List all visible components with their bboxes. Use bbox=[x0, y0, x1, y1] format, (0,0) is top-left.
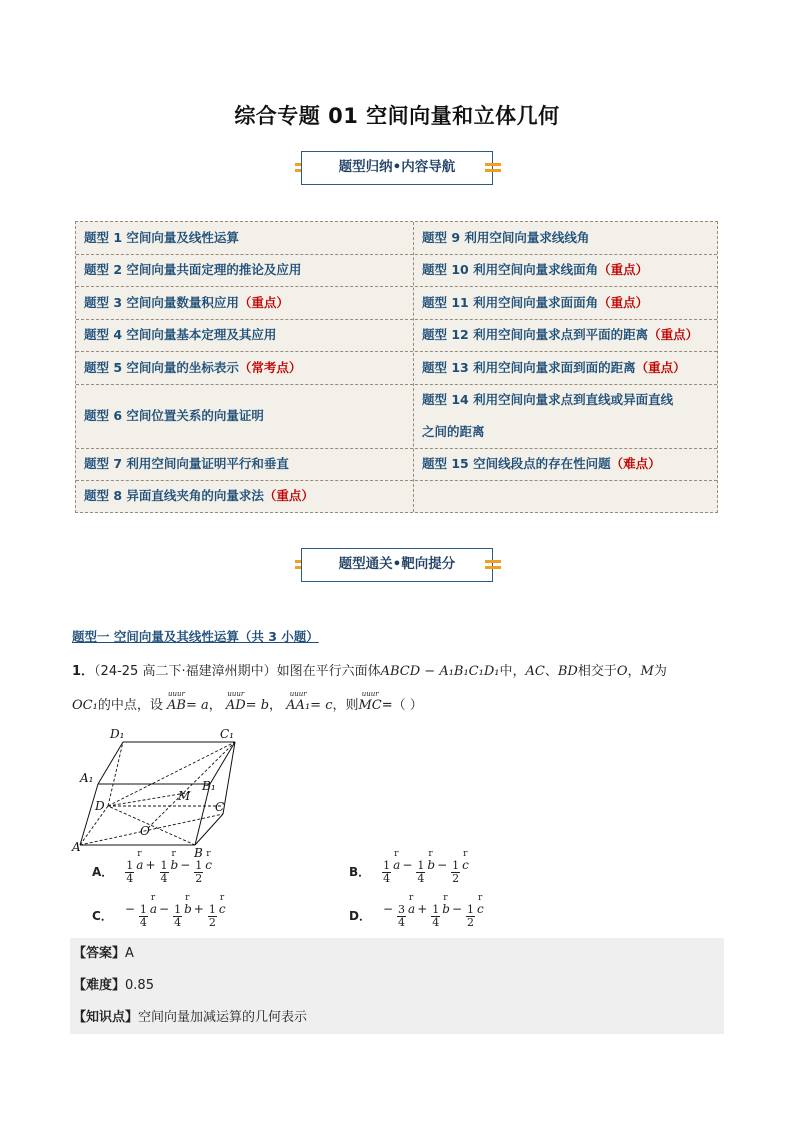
fraction bbox=[382, 860, 391, 885]
vector-arrow-icon: r bbox=[478, 893, 483, 903]
vector-arrow-icon: r bbox=[219, 893, 225, 903]
toc-item[interactable] bbox=[422, 319, 698, 351]
vector-value: = c bbox=[310, 698, 333, 713]
denominator: 4 bbox=[417, 872, 425, 885]
denominator: 4 bbox=[174, 916, 182, 929]
term-sign: − bbox=[402, 858, 413, 872]
option-d[interactable] bbox=[349, 893, 484, 929]
stem-text: 、 bbox=[544, 664, 558, 679]
fraction bbox=[173, 904, 182, 929]
question-source: （24-25 高二下·福建漳州期中） bbox=[94, 664, 277, 679]
vector-term: r c bbox=[218, 893, 226, 916]
toc-item[interactable] bbox=[84, 254, 301, 286]
toc-item[interactable] bbox=[422, 254, 648, 286]
denominator: 2 bbox=[452, 872, 460, 885]
fraction bbox=[397, 904, 406, 929]
numerator: 1 bbox=[467, 903, 474, 916]
vector-name: AA₁ bbox=[286, 698, 311, 713]
toc-item-label: 题型 5 空间向量的坐标表示 bbox=[84, 359, 239, 375]
toc-item[interactable] bbox=[422, 286, 648, 319]
numerator: 1 bbox=[208, 903, 216, 916]
stem-text: 的中点，设 bbox=[97, 698, 163, 713]
toc-item-label-cont: 之间的距离 bbox=[422, 424, 485, 439]
numerator: 1 bbox=[417, 859, 425, 872]
toc-item-tag: （重点） bbox=[238, 294, 289, 310]
vector-term: r c bbox=[477, 893, 484, 916]
option-a[interactable] bbox=[92, 849, 212, 885]
toc-item[interactable] bbox=[84, 351, 301, 384]
fraction bbox=[431, 904, 440, 929]
banner-deco-right-icon bbox=[485, 161, 501, 175]
vector-term: r a bbox=[149, 893, 158, 916]
toc-item-tag: （重点） bbox=[263, 488, 314, 503]
term-sign: − bbox=[180, 858, 191, 872]
section-heading: 题型一 空间向量及其线性运算（共 3 小题） bbox=[72, 629, 319, 644]
vector-name: AD bbox=[225, 698, 246, 713]
vector-term: r a bbox=[136, 849, 144, 872]
numerator: 3 bbox=[398, 903, 406, 916]
fraction bbox=[451, 860, 460, 885]
label-c: C bbox=[215, 800, 225, 814]
toc-item-tag: （重点） bbox=[598, 294, 649, 310]
vector-term: r c bbox=[205, 849, 212, 872]
point-m: M bbox=[640, 664, 654, 679]
toc-item-label: 题型 2 空间向量共面定理的推论及应用 bbox=[84, 262, 302, 277]
vector-mc bbox=[358, 690, 382, 713]
knowledge-value: 空间向量加减运算的几何表示 bbox=[138, 1010, 308, 1025]
fraction bbox=[160, 860, 169, 885]
answer-blank: =（ ） bbox=[381, 698, 423, 713]
toc-item-label: 题型 12 利用空间向量求点到平面的距离 bbox=[422, 327, 649, 342]
knowledge-label: 【知识点】 bbox=[73, 1010, 139, 1025]
toc-item-label: 题型 1 空间向量及线性运算 bbox=[84, 230, 239, 245]
fraction bbox=[208, 904, 217, 929]
numerator: 1 bbox=[195, 859, 203, 872]
fraction bbox=[416, 860, 425, 885]
segment-ac: AC bbox=[525, 664, 545, 679]
toc-item[interactable] bbox=[84, 319, 276, 351]
numerator: 1 bbox=[383, 859, 391, 872]
toc-item-label: 题型 6 空间位置关系的向量证明 bbox=[84, 408, 264, 423]
toc-banner-label: 题型归纳•内容导航 bbox=[301, 151, 493, 185]
vector-arrow-icon: uuur bbox=[168, 690, 185, 698]
label-d1: D₁ bbox=[110, 727, 125, 741]
topic-navigation-table bbox=[75, 221, 718, 513]
toc-item-label: 题型 15 空间线段点的存在性问题 bbox=[422, 456, 611, 471]
option-letter: B． bbox=[349, 865, 371, 879]
stem-text: 相交于 bbox=[577, 664, 617, 679]
vector-aa1 bbox=[286, 690, 311, 713]
question-number: 1． bbox=[72, 664, 95, 679]
toc-item-label: 题型 10 利用空间向量求线面角 bbox=[422, 262, 599, 277]
stem-text: 中， bbox=[499, 664, 526, 679]
numerator: 1 bbox=[174, 903, 182, 916]
vector-term: r b bbox=[184, 893, 192, 916]
option-letter: D． bbox=[349, 909, 371, 923]
vector-arrow-icon: r bbox=[137, 849, 142, 859]
term-sign: + bbox=[417, 902, 428, 916]
toc-item-tag: （重点） bbox=[648, 327, 699, 342]
label-m: M bbox=[178, 789, 191, 803]
vector-term: r a bbox=[408, 893, 416, 916]
vector-ab bbox=[166, 690, 186, 713]
option-b[interactable] bbox=[349, 849, 469, 885]
term-sign: − bbox=[159, 902, 170, 916]
difficulty-label: 【难度】 bbox=[73, 978, 126, 993]
answer-value: A bbox=[125, 946, 134, 961]
vector-term: r c bbox=[462, 849, 469, 872]
label-a: A bbox=[72, 840, 81, 854]
answer-label: 【答案】 bbox=[73, 946, 126, 961]
document-title: 综合专题 01 空间向量和立体几何 bbox=[234, 104, 560, 128]
vector-value: = a bbox=[185, 698, 209, 713]
denominator: 2 bbox=[208, 916, 216, 929]
difficulty-value: 0.85 bbox=[125, 978, 154, 993]
toc-item-tag: （常考点） bbox=[238, 359, 302, 375]
toc-item[interactable] bbox=[422, 351, 686, 384]
practice-banner-label: 题型通关•靶向提分 bbox=[301, 548, 493, 582]
table-divider bbox=[413, 222, 414, 512]
denominator: 4 bbox=[383, 872, 391, 885]
segment-bd: BD bbox=[557, 664, 578, 679]
toc-item[interactable] bbox=[84, 448, 289, 480]
stem-text: 如图在平行六面体 bbox=[276, 664, 381, 679]
denominator: 2 bbox=[195, 872, 203, 885]
fraction bbox=[139, 904, 148, 929]
question-stem-line1 bbox=[72, 660, 667, 679]
vector-arrow-icon: r bbox=[409, 893, 414, 903]
toc-item[interactable] bbox=[84, 286, 289, 319]
vector-arrow-icon: r bbox=[394, 849, 399, 859]
solid-name: ABCD − A₁B₁C₁D₁ bbox=[380, 664, 500, 679]
vector-arrow-icon: r bbox=[171, 849, 176, 859]
term-sign: − bbox=[382, 902, 394, 916]
label-c1: C₁ bbox=[220, 727, 234, 741]
fraction bbox=[125, 860, 134, 885]
vector-name: MC bbox=[358, 698, 382, 713]
vector-arrow-icon: r bbox=[206, 849, 211, 859]
term-sign: − bbox=[437, 858, 448, 872]
toc-item[interactable] bbox=[84, 480, 314, 512]
numerator: 1 bbox=[452, 859, 460, 872]
term-sign: − bbox=[124, 902, 135, 916]
toc-item-tag: （重点） bbox=[635, 359, 686, 375]
option-expression bbox=[381, 893, 484, 929]
toc-item[interactable] bbox=[84, 384, 264, 448]
label-o: O bbox=[140, 824, 150, 838]
stem-text: 为 bbox=[653, 664, 667, 679]
vector-term: r b bbox=[442, 893, 450, 916]
vector-arrow-icon: uuur bbox=[289, 690, 307, 698]
label-a1: A₁ bbox=[80, 771, 94, 785]
toc-banner bbox=[0, 151, 794, 187]
difficulty-row bbox=[70, 970, 724, 1002]
stem-text: ， bbox=[627, 664, 641, 679]
label-b: B bbox=[194, 846, 203, 860]
knowledge-row bbox=[70, 1002, 724, 1034]
banner-deco-right-icon bbox=[485, 558, 501, 572]
vector-name: AB bbox=[166, 698, 186, 713]
numerator: 1 bbox=[160, 859, 168, 872]
term-sign: + bbox=[193, 902, 204, 916]
toc-item-label: 题型 13 利用空间向量求面到面的距离 bbox=[422, 359, 636, 375]
vector-arrow-icon: r bbox=[428, 849, 433, 859]
vector-term: r b bbox=[170, 849, 179, 872]
toc-item-label: 题型 8 异面直线夹角的向量求法 bbox=[84, 488, 264, 503]
toc-item-tag: （重点） bbox=[598, 262, 649, 277]
toc-item[interactable] bbox=[422, 384, 673, 448]
toc-item-label: 题型 7 利用空间向量证明平行和垂直 bbox=[84, 456, 289, 471]
vector-arrow-icon: uuur bbox=[361, 690, 379, 698]
toc-item-label: 题型 14 利用空间向量求点到直线或异面直线 bbox=[422, 392, 674, 407]
denominator: 4 bbox=[432, 916, 440, 929]
denominator: 4 bbox=[139, 916, 147, 929]
numerator: 1 bbox=[139, 903, 147, 916]
vector-term: r a bbox=[393, 849, 401, 872]
numerator: 1 bbox=[126, 859, 134, 872]
option-letter: A． bbox=[92, 865, 114, 879]
toc-item-label: 题型 9 利用空间向量求线线角 bbox=[422, 230, 590, 245]
vector-arrow-icon: r bbox=[185, 893, 190, 903]
toc-item-tag: （难点） bbox=[610, 456, 661, 471]
option-expression bbox=[380, 849, 469, 885]
point-o: O bbox=[616, 664, 628, 679]
term-sign: + bbox=[145, 858, 156, 872]
label-b1: B₁ bbox=[202, 779, 216, 793]
denominator: 2 bbox=[467, 916, 474, 929]
toc-item[interactable] bbox=[422, 448, 661, 480]
option-letter: C． bbox=[92, 909, 113, 923]
toc-item[interactable] bbox=[84, 222, 239, 254]
option-expression bbox=[123, 893, 226, 929]
toc-item-label: 题型 3 空间向量数量积应用 bbox=[84, 294, 239, 310]
question-stem-line2: OC₁的中点，设 uuur AB= a， uuur AD= b， uuur AA₁= c，则 uuur MC=（ ） bbox=[72, 690, 423, 713]
parallelepiped-figure bbox=[70, 720, 250, 860]
segment-oc1: OC₁ bbox=[72, 698, 98, 713]
vector-ad bbox=[225, 690, 246, 713]
denominator: 4 bbox=[398, 916, 406, 929]
option-expression bbox=[123, 849, 212, 885]
denominator: 4 bbox=[160, 872, 168, 885]
stem-text: ，则 bbox=[332, 698, 359, 713]
toc-item-label: 题型 11 利用空间向量求面面角 bbox=[422, 294, 599, 310]
vector-value: = b bbox=[245, 698, 270, 713]
term-sign: − bbox=[451, 902, 462, 916]
fraction bbox=[466, 904, 475, 929]
vector-arrow-icon: r bbox=[443, 893, 448, 903]
vector-arrow-icon: r bbox=[463, 849, 468, 859]
numerator: 1 bbox=[432, 903, 440, 916]
practice-banner bbox=[0, 548, 794, 584]
toc-item-label: 题型 4 空间向量基本定理及其应用 bbox=[84, 327, 277, 342]
toc-item[interactable] bbox=[422, 222, 589, 254]
vector-term: r b bbox=[427, 849, 436, 872]
fraction bbox=[194, 860, 203, 885]
answer-row bbox=[70, 938, 724, 970]
denominator: 4 bbox=[126, 872, 134, 885]
option-c[interactable] bbox=[92, 893, 226, 929]
vector-arrow-icon: uuur bbox=[227, 690, 245, 698]
vector-arrow-icon: r bbox=[150, 893, 156, 903]
label-d: D bbox=[95, 799, 105, 813]
